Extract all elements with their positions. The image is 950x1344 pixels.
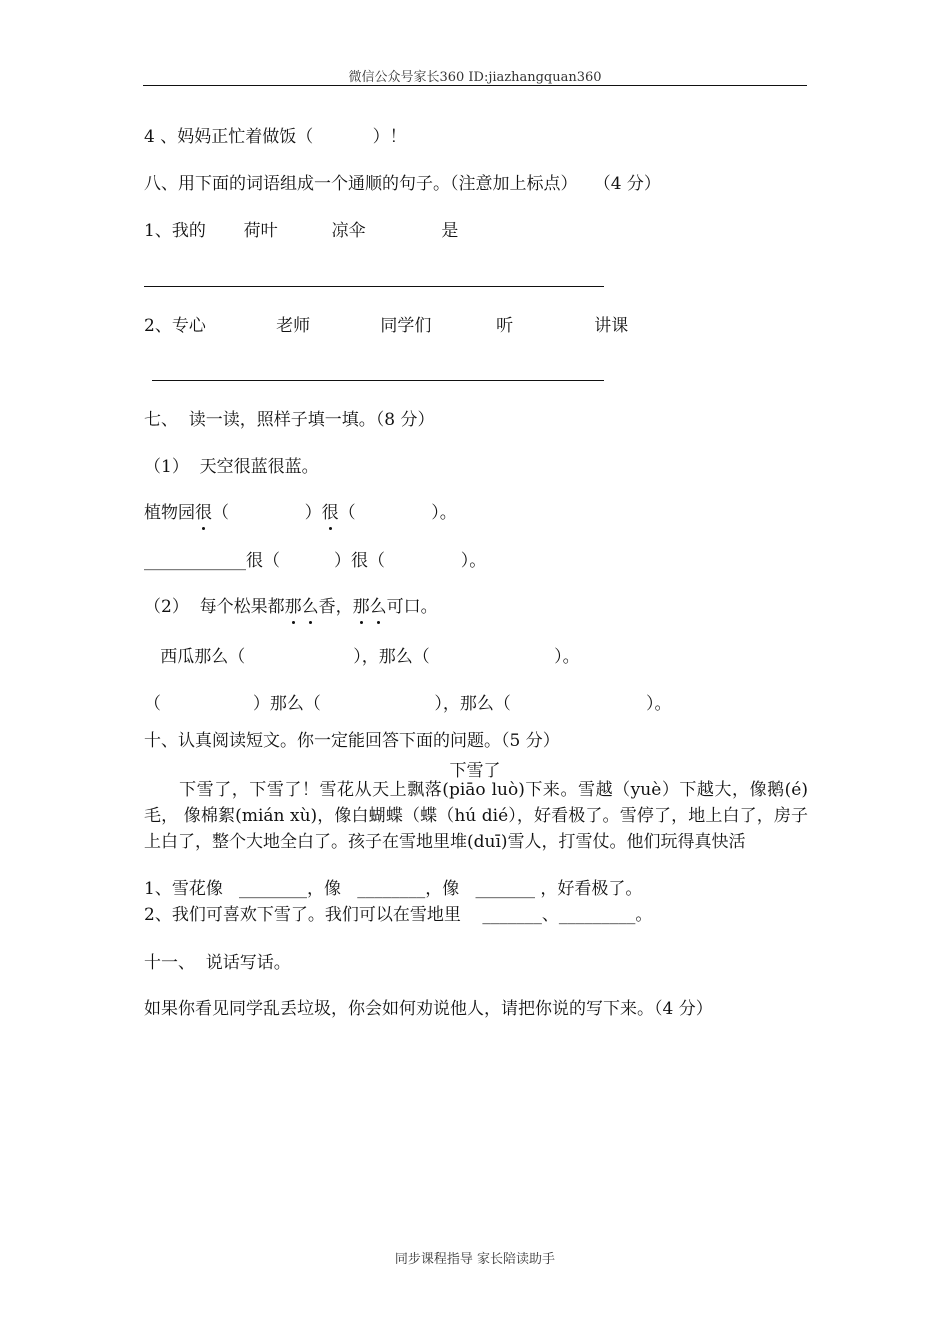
- section-11-prompt: 如果你看见同学乱丢垃圾，你会如何劝说他人，请把你说的写下来。（4 分）: [144, 999, 713, 1019]
- section-7-title: 七、 读一读，照样子填一填。（8 分）: [144, 410, 435, 430]
- emphasis-char: 么: [301, 597, 319, 617]
- page-footer: 同步课程指导 家长陪读助手: [394, 1252, 556, 1267]
- section-7-example-2: （2） 每个松果都那么香，那么可口。: [144, 597, 438, 617]
- section-8-item-2: 2、专心 老师 同学们 听 讲课: [144, 316, 629, 336]
- emphasis-char: 那: [352, 597, 370, 617]
- emphasis-char: 么: [369, 597, 387, 617]
- section-7-fill-row-4: （ ）那么（ ），那么（ ）。: [144, 694, 672, 714]
- answer-line: [144, 286, 604, 287]
- section-11-title: 十一、 说话写话。: [144, 953, 291, 973]
- section-10-title: 十、认真阅读短文。你一定能回答下面的问题。（5 分）: [144, 731, 560, 751]
- section-10-question-1: 1、雪花像 ________，像 ________，像 _______ ，好看极了。: [144, 879, 643, 899]
- section-8-title: 八、用下面的词语组成一个通顺的句子。（注意加上标点） （4 分）: [144, 174, 661, 194]
- section-7-example-1: （1） 天空很蓝很蓝。: [144, 457, 319, 477]
- emphasis-char: 很: [195, 503, 212, 523]
- section-7-fill-row-1: 植物园很（ ）很（ ）。: [144, 503, 457, 523]
- story-title: 下雪了: [449, 761, 501, 781]
- section-10-question-2: 2、我们可喜欢下雪了。我们可以在雪地里 _______、_________。: [144, 905, 653, 925]
- story-paragraph: 下雪了，下雪了！雪花从天上飘落(piāo luò)下来。雪越（yuè）下越大，像鹅(é)毛， 像棉絮(mián xù)，像白蝴蝶（蝶（hú dié），好看极了。雪停了，地上白了，房子上白了，整个大地全白了。孩子在雪地里堆(duī)雪人，打雪仗。他们玩得真快活: [144, 780, 808, 852]
- emphasis-char: 很: [321, 503, 339, 523]
- question-4: 4 、妈妈正忙着做饭（ ）！: [144, 127, 407, 147]
- section-7-fill-row-2: ____________很（ ）很（ ）。: [144, 551, 487, 571]
- section-8-item-1: 1、我的 荷叶 凉伞 是: [144, 221, 459, 241]
- header-rule: [143, 85, 807, 86]
- section-7-fill-row-3: 西瓜那么（ ），那么（ ）。: [144, 647, 580, 667]
- answer-line: [152, 380, 604, 381]
- emphasis-char: 那: [284, 597, 302, 617]
- page-header: 微信公众号家长360 ID:jiazhangquan360: [348, 70, 602, 85]
